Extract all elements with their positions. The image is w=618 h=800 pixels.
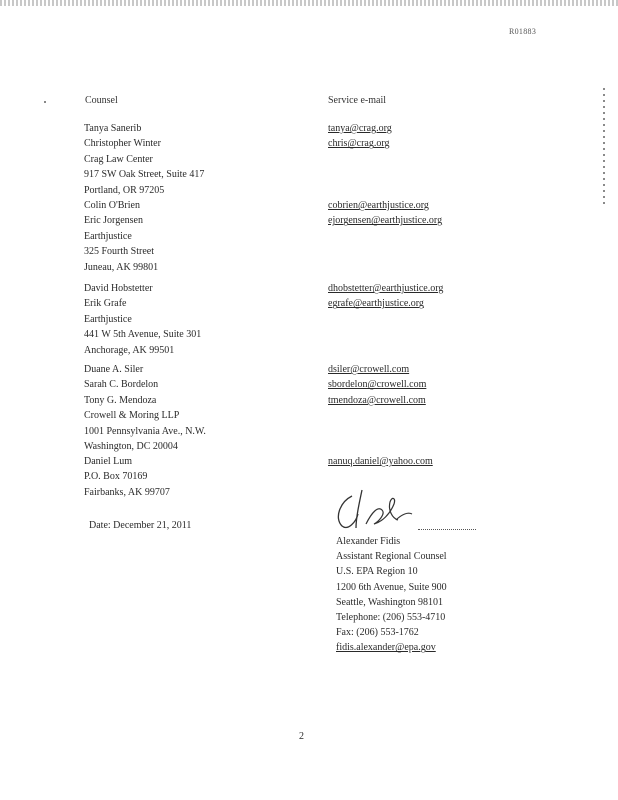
counsel-block-3 [84,281,201,358]
counsel-line: Fairbanks, AK 99707 [84,486,170,498]
counsel-line: Tanya Sanerib [84,123,142,134]
counsel-block-2 [84,198,158,275]
signer-block [336,534,447,656]
counsel-line: David Hobstetter [84,283,153,294]
counsel-line: Anchorage, AK 99501 [84,344,175,356]
email-link[interactable]: tmendoza@crowell.com [328,394,426,406]
email-link[interactable]: chris@crag.org [328,138,390,150]
counsel-line: 1001 Pennsylvania Ave., N.W. [84,425,206,437]
signer-line: 1200 6th Avenue, Suite 900 [336,581,447,593]
scan-artifact-right [603,88,605,206]
email-link[interactable]: dhobstetter@earthjustice.org [328,283,444,294]
counsel-line: Crowell & Moring LLP [84,410,180,422]
page-number: 2 [299,731,304,742]
signature-date: Date: December 21, 2011 [89,520,192,531]
email-block-1 [328,121,392,152]
email-link[interactable]: ejorgensen@earthjustice.org [328,215,443,227]
email-link[interactable]: cobrien@earthjustice.org [328,200,429,211]
handwritten-signature [332,484,420,534]
signer-line: Alexander Fidis [336,536,401,547]
counsel-line: P.O. Box 70169 [84,471,148,483]
counsel-line: 325 Fourth Street [84,246,154,258]
counsel-line: Daniel Lum [84,456,133,467]
email-link[interactable]: dsiler@crowell.com [328,364,410,375]
counsel-line: Christopher Winter [84,138,161,150]
service-email-header: Service e-mail [328,95,387,106]
signer-line: Telephone: (206) 553-4710 [336,612,446,624]
email-link[interactable]: sbordelon@crowell.com [328,379,427,391]
email-link[interactable]: tanya@crag.org [328,123,392,134]
counsel-line: Duane A. Siler [84,364,144,375]
counsel-line: Juneau, AK 99801 [84,261,159,273]
counsel-line: Portland, OR 97205 [84,184,165,196]
counsel-line: Erik Grafe [84,298,127,310]
scan-dot [44,101,46,103]
email-block-5 [328,454,433,469]
counsel-line: 441 W 5th Avenue, Suite 301 [84,329,202,341]
scan-artifact-top [0,0,618,6]
signer-line: Seattle, Washington 98101 [336,596,444,608]
counsel-line: Crag Law Center [84,153,153,165]
signer-email[interactable]: fidis.alexander@epa.gov [336,642,436,654]
counsel-line: Earthjustice [84,230,132,242]
signature-line [418,529,476,530]
counsel-line: Sarah C. Bordelon [84,379,159,391]
counsel-line: Earthjustice [84,313,132,325]
email-link[interactable]: nanuq.daniel@yahoo.com [328,456,433,467]
signer-line: U.S. EPA Region 10 [336,566,418,578]
counsel-line: 917 SW Oak Street, Suite 417 [84,169,205,181]
email-block-3 [328,281,443,312]
signer-line: Assistant Regional Counsel [336,551,447,563]
counsel-line: Tony G. Mendoza [84,394,157,406]
counsel-line: Eric Jorgensen [84,215,143,227]
email-block-4 [328,362,426,408]
counsel-block-1 [84,121,204,198]
email-block-2 [328,198,442,229]
counsel-line: Colin O'Brien [84,200,140,211]
signer-line: Fax: (206) 553-1762 [336,627,419,639]
counsel-line: Washington, DC 20004 [84,441,178,453]
document-id: R01883 [509,27,537,36]
email-link[interactable]: egrafe@earthjustice.org [328,298,424,310]
counsel-block-4 [84,362,206,454]
counsel-block-5 [84,454,170,500]
counsel-header: Counsel [85,95,118,106]
